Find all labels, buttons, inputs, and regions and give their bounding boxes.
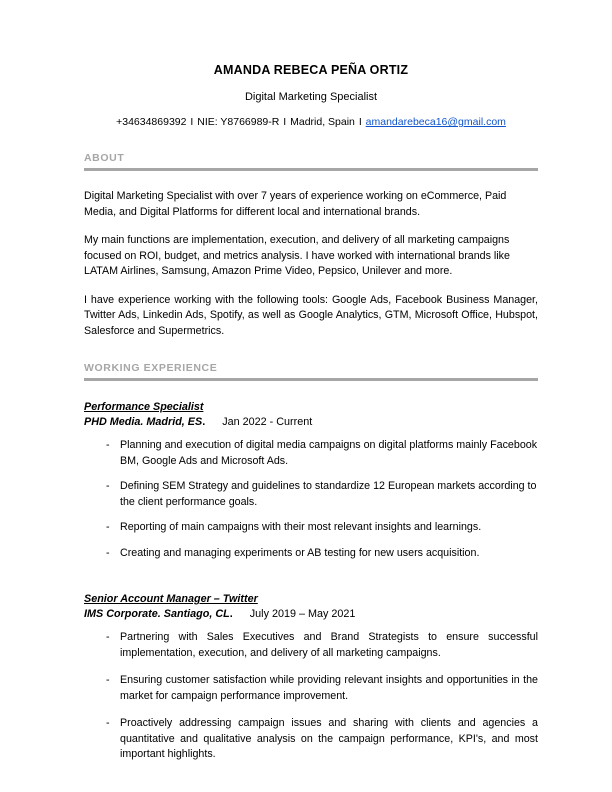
job-bullet-text: Ensuring customer satisfaction while providing relevant insights and opportunities in the market for campaign performance improvement.	[120, 674, 538, 702]
job-meta-line	[84, 607, 538, 622]
experience-section	[84, 361, 538, 763]
contact-location: Madrid, Spain	[290, 116, 355, 128]
about-section	[84, 151, 538, 339]
job-bullet-item	[84, 630, 538, 661]
bullet-dash-marker: -	[106, 480, 110, 492]
contact-nie: NIE: Y8766989-R	[197, 116, 280, 128]
job-bullet-text: Creating and managing experiments or AB testing for new users acquisition.	[120, 546, 480, 559]
contact-separator-2: I	[283, 116, 287, 128]
job-bullet-text: Planning and execution of digital media campaigns on digital platforms mainly Facebook BM, Google Ads and Microsoft Ads.	[120, 439, 538, 467]
contact-email-link[interactable]: amandarebeca16@gmail.com	[365, 116, 506, 128]
about-section-divider	[84, 168, 538, 171]
bullet-dash-marker: -	[106, 546, 110, 559]
job-bullet-item	[84, 520, 538, 536]
contact-phone: +34634869392	[116, 116, 187, 128]
job-bullet-text: Proactively addressing campaign issues and sharing with clients and agencies a quantitative and qualitative analysis on the campaign performance, KPI's, and most important highlights.	[120, 717, 538, 760]
candidate-name: AMANDA REBECA PEÑA ORTIZ	[213, 63, 409, 77]
job-company: IMS Corporate. Santiago, CL	[84, 608, 230, 620]
job-bullet-text: Partnering with Sales Executives and Brand Strategists to ensure successful implementation, execution, and delivery of all marketing campaigns.	[120, 631, 538, 659]
experience-section-title: WORKING EXPERIENCE	[84, 362, 218, 374]
job-bullet-item	[84, 479, 538, 510]
job-bullet-text: Reporting of main campaigns with their most relevant insights and learnings.	[120, 521, 482, 533]
resume-content	[84, 62, 538, 775]
job-dates: July 2019 – May 2021	[249, 608, 356, 620]
contact-separator-3: I	[358, 116, 362, 128]
experience-job-entry	[84, 397, 538, 561]
bullet-dash-marker: -	[106, 521, 110, 533]
job-dates: Jan 2022 - Current	[222, 416, 313, 428]
bullet-dash-marker: -	[106, 674, 110, 686]
job-bullet-item	[84, 438, 538, 469]
job-role-title: Performance Specialist	[84, 401, 204, 413]
experience-section-divider	[84, 378, 538, 381]
experience-job-entry	[84, 589, 538, 763]
job-meta-line	[84, 415, 538, 430]
about-paragraph: I have experience working with the following tools: Google Ads, Facebook Business Manager, Twitter Ads, Linkedin Ads, Spotify, as well as Google Analytics, GTM, Microsoft Office, Hubspot, Salesforce and Supermetrics.	[84, 293, 538, 337]
contact-line	[84, 115, 538, 129]
job-company-period: .	[202, 416, 206, 428]
resume-header	[84, 62, 538, 129]
about-body	[84, 189, 538, 339]
job-bullet-list	[84, 438, 538, 561]
candidate-job-title: Digital Marketing Specialist	[244, 91, 378, 103]
job-company-period: .	[229, 608, 233, 620]
job-company: PHD Media. Madrid, ES	[84, 416, 203, 428]
bullet-dash-marker: -	[106, 631, 110, 643]
job-bullet-item	[84, 546, 538, 562]
job-bullet-item	[84, 716, 538, 763]
about-paragraph: My main functions are implementation, execution, and delivery of all marketing campaigns focused on ROI, budget, and metrics analysis. I have worked with international brands like LATAM Airlines, Samsung, Amazon Prime Video, Pepsico, Unilever and more.	[84, 234, 510, 277]
bullet-dash-marker: -	[106, 439, 110, 451]
contact-separator-1: I	[190, 116, 194, 128]
bullet-dash-marker: -	[106, 717, 110, 729]
job-bullet-item	[84, 673, 538, 704]
job-bullet-list	[84, 630, 538, 763]
job-bullet-text: Defining SEM Strategy and guidelines to standardize 12 European markets according to the client performance goals.	[120, 480, 537, 508]
about-section-title: ABOUT	[84, 152, 125, 164]
job-role-title: Senior Account Manager – Twitter	[84, 593, 258, 605]
about-paragraph: Digital Marketing Specialist with over 7 years of experience working on eCommerce, Paid Media, and Digital Platforms for different local and international brands.	[84, 190, 507, 218]
